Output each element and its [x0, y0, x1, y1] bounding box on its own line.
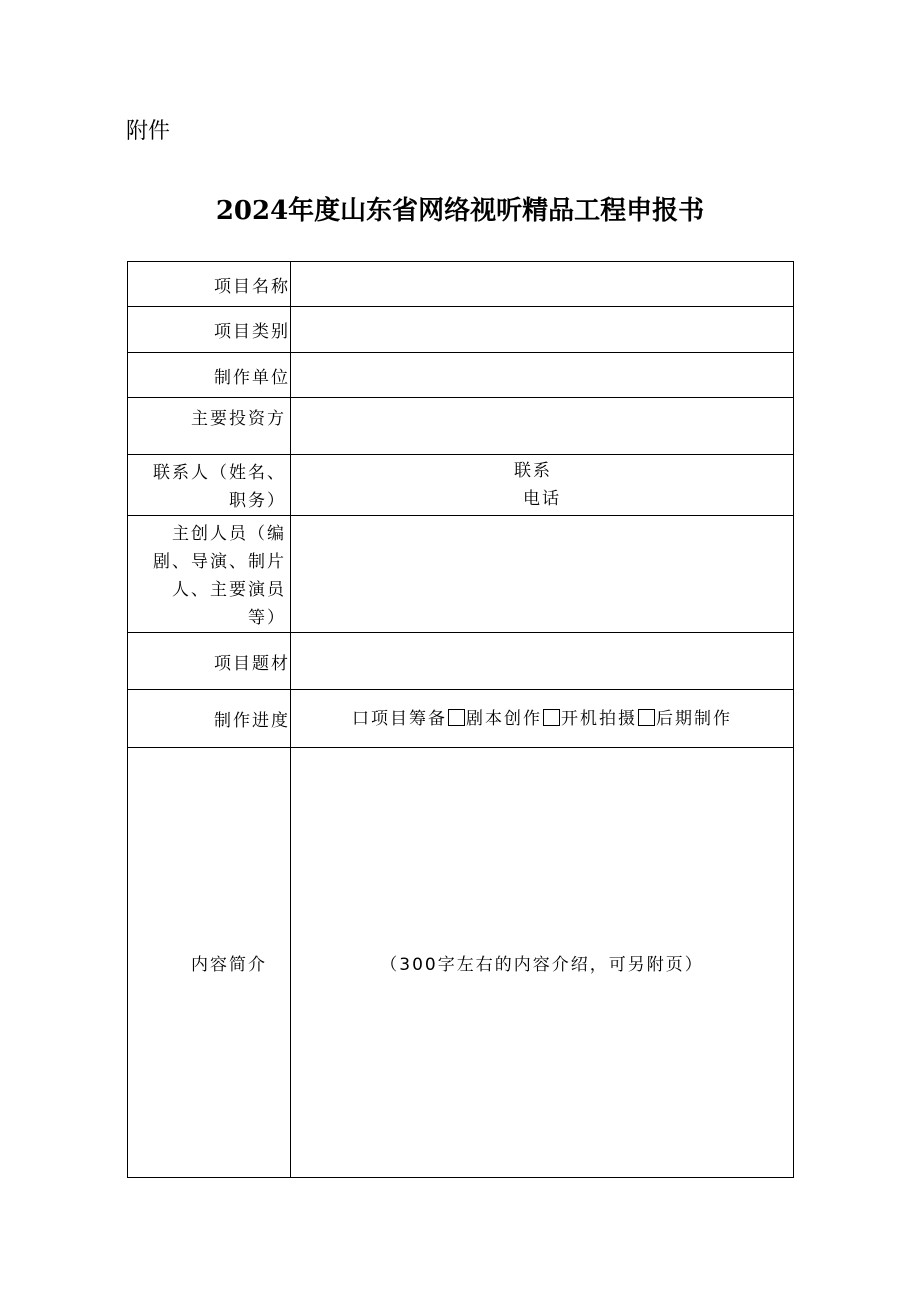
label-contact-person [128, 455, 291, 516]
label-project-theme: 项目题材 [128, 633, 291, 690]
label-contact-phone-line2: 电话 [523, 489, 561, 509]
label-creators [128, 516, 291, 633]
row-project-category [128, 307, 794, 353]
label-contact-person-line1: 联系人（姓名、 [153, 463, 286, 483]
field-contact[interactable] [291, 455, 794, 516]
row-main-investor [128, 398, 794, 455]
row-project-name [128, 262, 794, 307]
label-project-category: 项目类别 [128, 307, 291, 353]
label-contact-phone [291, 455, 793, 513]
label-project-name: 项目名称 [128, 262, 291, 307]
field-main-investor[interactable] [291, 398, 794, 455]
field-production-unit[interactable] [291, 353, 794, 398]
option-shooting: 开机拍摄 [561, 708, 637, 729]
field-project-name[interactable] [291, 262, 794, 307]
progress-options [291, 707, 793, 731]
row-production-unit [128, 353, 794, 398]
label-contact-person-line2: 职务） [229, 491, 286, 511]
label-production-unit: 制作单位 [128, 353, 291, 398]
field-project-theme[interactable] [291, 633, 794, 690]
option-post-production: 后期制作 [656, 708, 732, 729]
field-creators[interactable] [291, 516, 794, 633]
option-project-prep: 项目筹备 [371, 708, 447, 729]
checkbox-prefix[interactable]: 口 [352, 708, 371, 729]
document-title: 2024年度山东省网络视听精品工程申报书 [215, 196, 705, 226]
field-production-progress [291, 690, 794, 748]
label-contact-phone-line1: 联系 [514, 461, 552, 481]
row-project-theme [128, 633, 794, 690]
label-creators-line1: 主创人员（编 [172, 524, 286, 544]
label-creators-line2: 剧、导演、制片 [153, 552, 286, 572]
application-form-table [127, 261, 794, 1178]
label-summary: 内容简介 [128, 748, 291, 1178]
label-production-progress: 制作进度 [128, 690, 291, 748]
label-creators-line4: 等） [248, 608, 286, 628]
checkbox-shooting[interactable] [543, 709, 560, 726]
label-creators-line3: 人、主要演员 [172, 580, 286, 600]
label-main-investor: 主要投资方 [128, 398, 291, 455]
row-contact [128, 455, 794, 516]
field-summary[interactable] [291, 748, 794, 1178]
row-creators [128, 516, 794, 633]
summary-hint: （300字左右的内容介绍，可另附页） [380, 955, 704, 975]
row-summary [128, 748, 794, 1178]
attachment-label: 附件 [126, 119, 171, 144]
field-project-category[interactable] [291, 307, 794, 353]
checkbox-script-writing[interactable] [448, 709, 465, 726]
row-production-progress [128, 690, 794, 748]
option-script-writing: 剧本创作 [466, 708, 542, 729]
checkbox-post-production[interactable] [638, 709, 655, 726]
